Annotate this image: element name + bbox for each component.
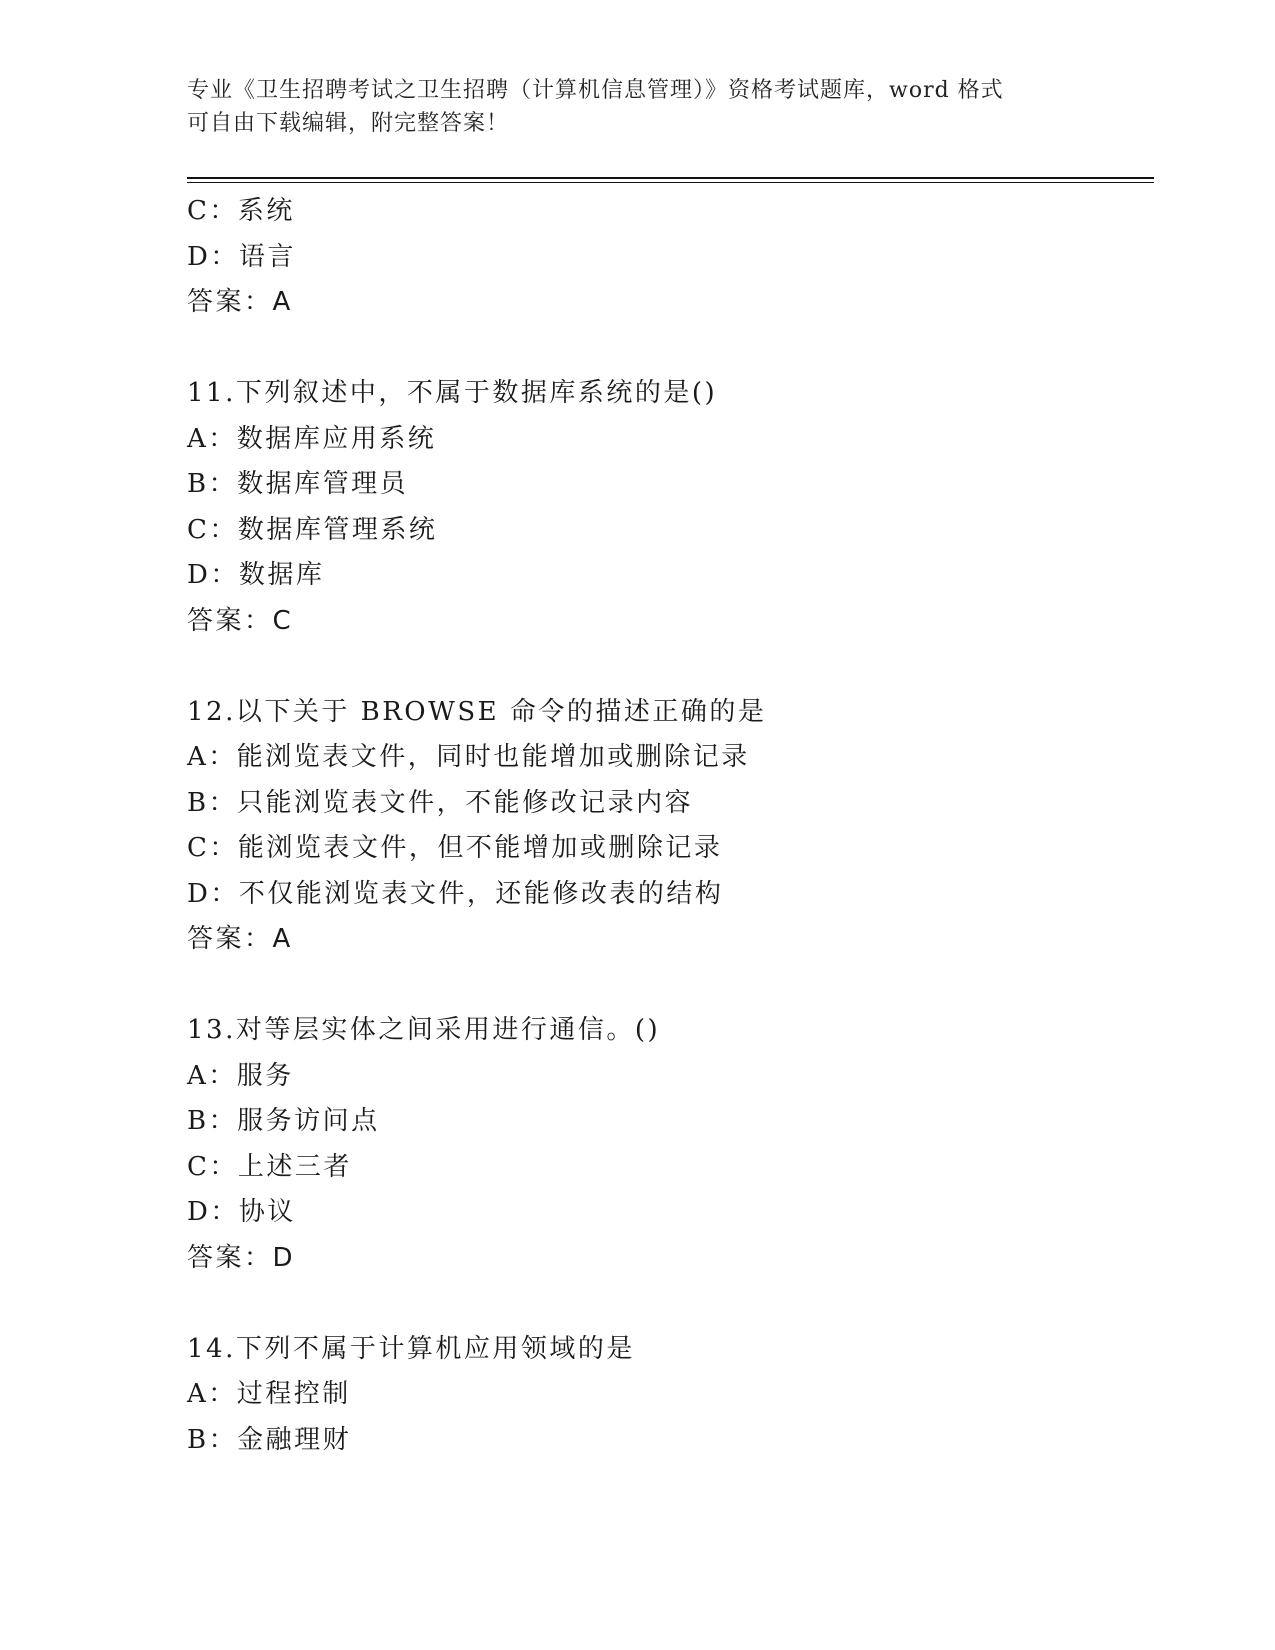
option-line: B：只能浏览表文件，不能修改记录内容 bbox=[187, 787, 694, 818]
answer-line: 答案：A bbox=[187, 287, 293, 317]
question-13 bbox=[187, 1008, 1147, 1281]
option-line: A：数据库应用系统 bbox=[187, 423, 437, 454]
question-10-continued bbox=[187, 189, 1147, 326]
question-11 bbox=[187, 371, 1147, 644]
question-14 bbox=[187, 1327, 1147, 1464]
option-line: D：数据库 bbox=[187, 560, 325, 590]
option-line: D：协议 bbox=[187, 1197, 296, 1227]
spacer bbox=[187, 644, 1147, 690]
option-line: C：能浏览表文件，但不能增加或删除记录 bbox=[187, 833, 723, 863]
option-line: B：金融理财 bbox=[187, 1424, 352, 1455]
question-stem: 14.下列不属于计算机应用领域的是 bbox=[187, 1333, 635, 1364]
header-divider-thin bbox=[187, 182, 1154, 183]
option-line: C：数据库管理系统 bbox=[187, 514, 438, 545]
option-line: C：系统 bbox=[187, 196, 295, 226]
header-line-2: 可自由下载编辑，附完整答案！ bbox=[187, 111, 510, 136]
spacer bbox=[187, 326, 1147, 372]
question-stem: 12.以下关于 BROWSE 命令的描述正确的是 bbox=[187, 696, 767, 727]
option-line: C：上述三者 bbox=[187, 1151, 352, 1182]
question-list bbox=[187, 189, 1147, 1463]
spacer bbox=[187, 963, 1147, 1009]
answer-line: 答案：C bbox=[187, 605, 294, 636]
answer-line: 答案：D bbox=[187, 1242, 296, 1273]
header-line-1: 专业《卫生招聘考试之卫生招聘（计算机信息管理）》资格考试题库，word 格式 bbox=[187, 78, 1004, 103]
option-line: B：数据库管理员 bbox=[187, 469, 409, 499]
option-line: A：过程控制 bbox=[187, 1379, 351, 1409]
answer-line: 答案：A bbox=[187, 924, 293, 954]
option-line: D：语言 bbox=[187, 241, 296, 272]
question-12 bbox=[187, 690, 1147, 963]
option-line: A：服务 bbox=[187, 1060, 294, 1091]
document-header bbox=[187, 74, 1087, 140]
question-stem: 13.对等层实体之间采用进行通信。() bbox=[187, 1015, 661, 1045]
spacer bbox=[187, 1281, 1147, 1327]
option-line: B：服务访问点 bbox=[187, 1106, 380, 1136]
option-line: D：不仅能浏览表文件，还能修改表的结构 bbox=[187, 878, 724, 909]
question-stem: 11.下列叙述中，不属于数据库系统的是() bbox=[187, 378, 718, 408]
header-divider-thick bbox=[187, 177, 1154, 179]
option-line: A：能浏览表文件，同时也能增加或删除记录 bbox=[187, 742, 750, 772]
